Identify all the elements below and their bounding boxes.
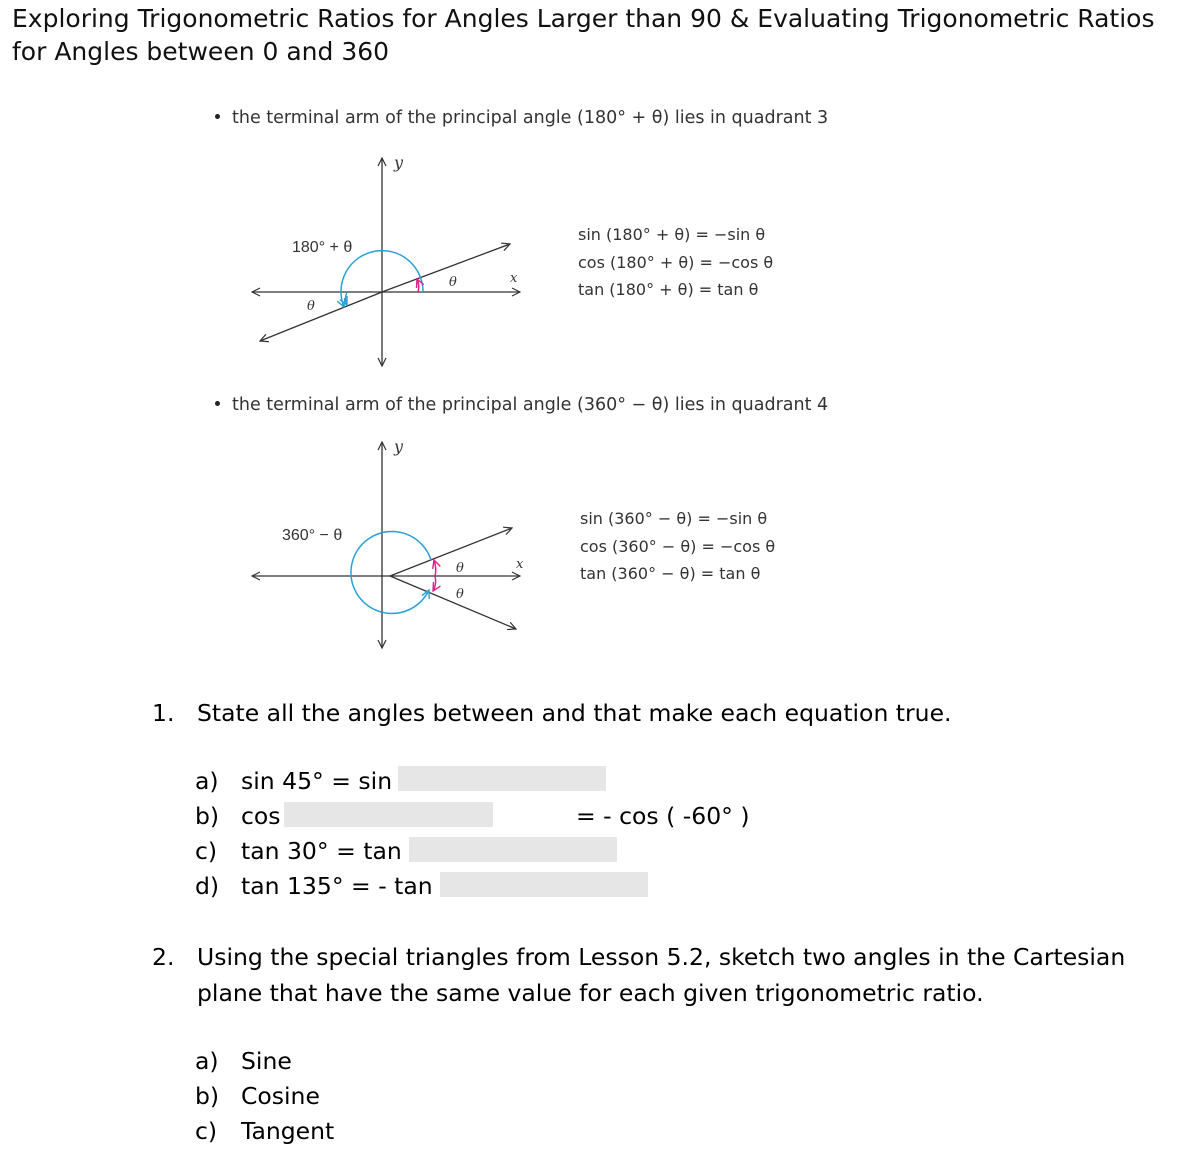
question-2c: [195, 1114, 334, 1149]
question-1b: [195, 799, 281, 834]
question-text: State all the angles between and that make each equation true.: [197, 699, 952, 727]
question-1c: [195, 834, 402, 869]
answer-blank-1d[interactable]: [440, 872, 648, 897]
bullet-quadrant-4: [213, 395, 828, 415]
part-letter: b): [195, 1082, 220, 1110]
part-letter: a): [195, 1047, 219, 1075]
theta-label: θ: [456, 587, 464, 602]
y-axis-label: y: [394, 437, 404, 456]
part-text: cos: [241, 802, 281, 830]
question-1: [152, 695, 1152, 731]
question-2: [152, 939, 1162, 1011]
equation-sin: sin (360° − θ) = −sin θ: [580, 509, 768, 528]
quadrant-4-diagram: [240, 432, 540, 662]
part-letter: c): [195, 837, 218, 865]
question-1b-tail: = - cos ( -60° ): [576, 802, 750, 830]
part-text: Cosine: [241, 1082, 320, 1110]
part-text: Tangent: [241, 1117, 335, 1145]
theta-arc: [434, 560, 436, 576]
part-text: Sine: [241, 1047, 292, 1075]
quadrant-3-diagram: [240, 148, 540, 378]
theta-label: θ: [456, 561, 464, 576]
angle-arc-360-minus-theta: [351, 531, 431, 613]
bullet-text: the terminal arm of the principal angle (360° − θ) lies in quadrant 4: [232, 395, 829, 415]
terminal-arm: [382, 244, 510, 292]
equations-quadrant-4: [580, 505, 775, 588]
part-letter: d): [195, 872, 220, 900]
equations-quadrant-3: [578, 221, 773, 304]
part-text: sin 45° = sin: [241, 767, 393, 795]
y-axis-label: y: [394, 153, 404, 172]
equation-sin: sin (180° + θ) = −sin θ: [578, 225, 766, 244]
theta-arc: [346, 292, 348, 305]
bullet-quadrant-3: [213, 108, 828, 128]
question-1a: [195, 764, 392, 799]
angle-label: 360° − θ: [282, 527, 343, 544]
theta-arc: [417, 279, 419, 292]
equation-tan: tan (360° − θ) = tan θ: [580, 564, 761, 583]
equation-cos: cos (360° − θ) = −cos θ: [580, 536, 776, 556]
angle-label: 180° + θ: [292, 239, 353, 256]
part-letter: b): [195, 802, 220, 830]
theta-arc: [433, 576, 436, 591]
part-text: tan 135° = - tan: [241, 872, 433, 900]
equation-tan: tan (180° + θ) = tan θ: [578, 280, 759, 299]
question-2a: [195, 1044, 292, 1079]
answer-blank-1c[interactable]: [409, 837, 617, 862]
theta-label: θ: [449, 275, 457, 290]
bullet-text: the terminal arm of the principal angle (180° + θ) lies in quadrant 3: [232, 108, 829, 128]
question-number: 2.: [152, 943, 175, 971]
question-2b: [195, 1079, 320, 1114]
page-title: Exploring Trigonometric Ratios for Angles Larger than 90 & Evaluating Trigonometric Ratios for Angles between 0 and 360: [12, 4, 1155, 66]
equation-cos: cos (180° + θ) = −cos θ: [578, 252, 774, 272]
answer-blank-1b[interactable]: [284, 802, 493, 827]
bullet-dot: [215, 114, 220, 119]
theta-label: θ: [307, 299, 315, 314]
terminal-arm: [390, 576, 516, 629]
question-number: 1.: [152, 699, 175, 727]
x-axis-label: x: [516, 557, 524, 572]
bullet-dot: [215, 401, 220, 406]
question-text: Using the special triangles from Lesson 5.2, sketch two angles in the Cartesian plane that have the same value for each given trigonometric ratio.: [197, 943, 1126, 1007]
x-axis-label: x: [510, 271, 518, 286]
terminal-arm: [260, 292, 382, 341]
question-1d: [195, 869, 433, 904]
part-letter: c): [195, 1117, 218, 1145]
part-text: tan 30° = tan: [241, 837, 402, 865]
answer-blank-1a[interactable]: [398, 766, 606, 791]
part-letter: a): [195, 767, 219, 795]
